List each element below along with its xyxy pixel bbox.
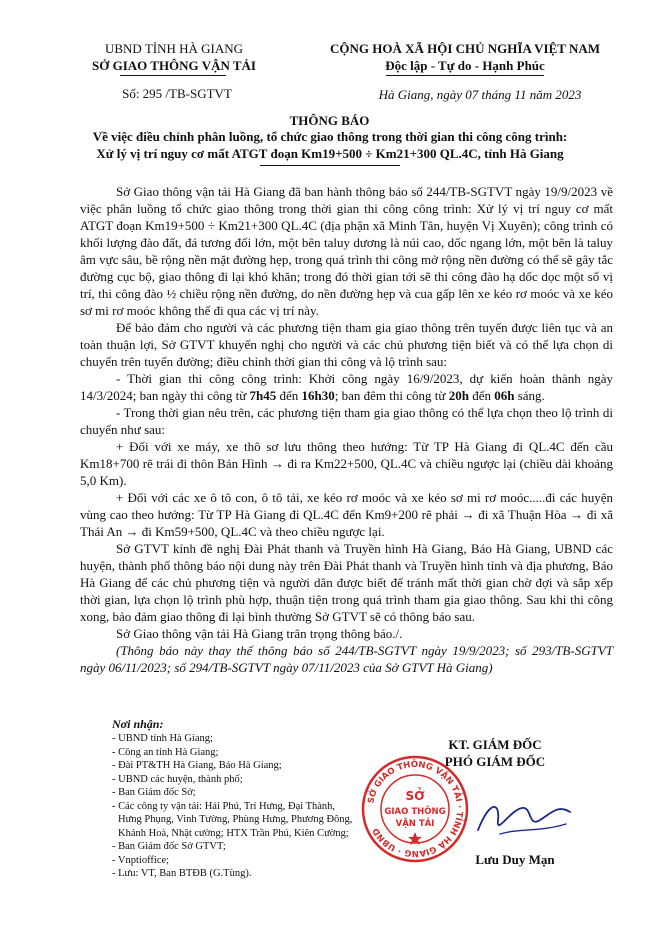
p3-time-4: 06h: [494, 388, 515, 403]
signer-name: Lưu Duy Mạn: [475, 852, 555, 867]
recipient-item: Hưng Phụng, Vinh Tường, Phùng Hưng, Phương Đông,: [118, 814, 353, 825]
recipients-label: Nơi nhận:: [112, 717, 164, 731]
motto-underline: [386, 75, 544, 76]
recipient-item: - Ban Giám đốc Sở;: [112, 787, 196, 798]
agency-name: SỞ GIAO THÔNG VẬN TẢI: [92, 58, 256, 73]
signature-stroke-2: [500, 824, 566, 834]
place-date: Hà Giang, ngày 07 tháng 11 năm 2023: [378, 87, 582, 102]
paragraph-9: (Thông báo này thay thế thông báo số 244/TB-SGTVT ngày 19/9/2023; số 293/TB-SGTVT ngày 06/11/2023; số 294/TB-SGTVT ngày 07/11/2023 của Sở GTVT Hà Giang): [80, 643, 613, 675]
recipients: [112, 717, 382, 881]
recipient-item: - Đài PT&TH Hà Giang, Báo Hà Giang;: [112, 760, 282, 771]
recipient-item: - Lưu: VT, Ban BTĐB (G.Tùng).: [112, 868, 252, 879]
recipient-item: - Vnptioffice;: [112, 854, 170, 866]
stamp-center-3: VẬN TẢI: [395, 819, 435, 829]
recipient-item: - Các công ty vận tải: Hải Phú, Trí Hưng, Đại Thành,: [112, 800, 336, 812]
p3-text-e: sáng.: [514, 388, 545, 403]
handwritten-signature: [470, 790, 580, 850]
p3-text-b: đến: [276, 388, 302, 403]
agency-parent: UBND TỈNH HÀ GIANG: [104, 41, 244, 56]
national-motto: Độc lập - Tự do - Hạnh Phúc: [385, 58, 545, 73]
paragraph-8: Sở Giao thông vận tải Hà Giang trân trọng thông báo./.: [116, 626, 403, 641]
signature-title-1: KT. GIÁM ĐỐC: [448, 737, 542, 752]
doc-title: THÔNG BÁO: [289, 113, 370, 128]
stamp-center-1: SỞ: [405, 789, 425, 803]
paragraph-5: + Đối với xe máy, xe thô sơ lưu thông theo hướng: Từ TP Hà Giang đi QL.4C đến cầu Km18+700 rẽ trái đi thôn Bản Hình → đi ra Km22+500, QL.4C và chiều ngược lại (chiều dài khoảng 5,0 Km).: [80, 439, 613, 488]
paragraph-2: Để bảo đảm cho người và các phương tiện tham gia giao thông trên tuyến được liên tục và an toàn thuận lợi, Sở GTVT khuyến nghị cho người và các chủ phương tiện biết và có thể lựa chọn di chuyển trên tuyến đường; điều chỉnh thời gian thi công và lộ trình sau:: [80, 320, 613, 369]
doc-subtitle-2: Xử lý vị trí nguy cơ mất ATGT đoạn Km19+500 ÷ Km21+300 QL.4C, tỉnh Hà Giang: [96, 146, 564, 161]
recipient-item: - Công an tỉnh Hà Giang;: [112, 746, 219, 758]
paragraph-1: Sở Giao thông vận tải Hà Giang đã ban hành thông báo số 244/TB-SGTVT ngày 19/9/2023 về việc phân luồng tổ chức giao thông trong thời gian thi công công trình: Xử lý vị trí nguy cơ mất ATGT đoạn Km19+500 ÷ Km21+300 QL.4C (địa phận xã Minh Tân, huyện Vị Xuyên); công trình có khối lượng đào đất, đá tương đối lớn, một bên taluy dương là núi cao, dốc ngang lớn, một bên là taluy âm vực sâu, bề rộng nền mặt đường hẹp, trong quá trình thi công mở rộng nền đường có thể sẽ gây tắc đường cục bộ, giao thông đi lại khó khăn; trong đó thời gian tới sẽ thi công đào hạ dốc dọc một số vị trí, thi công đào ½ chiều rộng nền đường, do nền đường hẹp và cua gấp lên xe kéo rơ moóc và xe kéo sơ mi rơ moóc không thể đi qua các vị trí này.: [80, 184, 613, 318]
recipient-item: - UBND tỉnh Hà Giang;: [112, 733, 213, 744]
recipient-item: - UBND các huyện, thành phố;: [112, 773, 243, 785]
p3-text-d: đến: [468, 388, 495, 403]
official-stamp: [360, 754, 470, 864]
paragraph-3: [80, 370, 613, 404]
signature-title-2: PHÓ GIÁM ĐỐC: [444, 754, 546, 769]
p3-time-3: 20h: [448, 388, 469, 403]
national-title: CỘNG HOÀ XÃ HỘI CHỦ NGHĨA VIỆT NAM: [329, 41, 601, 56]
agency-underline: [120, 75, 226, 76]
doc-number: Số: 295 /TB-SGTVT: [122, 86, 232, 101]
paragraph-4: - Trong thời gian nêu trên, các phương tiện tham gia giao thông có thể lựa chọn theo lộ trình di chuyển như sau:: [80, 405, 613, 437]
stamp-center-2: GIAO THÔNG: [384, 807, 446, 817]
p3-text-a: - Thời gian thi công công trình: Khởi công ngày 16/9/2023, dự kiến hoàn thành ngày 14/3/2024; ban ngày thi công từ: [80, 371, 613, 403]
recipient-item: - Ban Giám đốc Sở GTVT;: [112, 841, 226, 852]
p3-text-c: ; ban đêm thi công từ: [334, 388, 449, 403]
paragraph-6: + Đối với các xe ô tô con, ô tô tải, xe kéo rơ moóc và xe kéo sơ mi rơ moóc.....đi các huyện vùng cao theo hướng: Từ TP Hà Giang đi QL.4C đến Km9+200 rẽ phải → đi xã Thuận Hòa → đi xã Thái An → đi Km59+500, QL.4C và theo chiều ngược lại.: [80, 490, 613, 539]
p3-time-1: 7h45: [249, 388, 277, 403]
doc-subtitle-1: Về việc điều chỉnh phân luồng, tổ chức giao thông trong thời gian thi công công trình:: [92, 129, 568, 144]
title-underline: [260, 165, 400, 166]
recipient-item: Khánh Hoà, Nhật cường; HTX Trần Phú, Kiên Cường;: [118, 827, 349, 839]
paragraph-7: Sở GTVT kính đề nghị Đài Phát thanh và Truyền hình Hà Giang, Báo Hà Giang, UBND các huyện, thành phố thông báo nội dung này trên Đài Phát thanh và Truyền hình tỉnh và địa phương, Báo Hà Giang để các chủ phương tiện và người dân được biết để tránh mất thời gian chờ đợi và sắp xếp thời gian, lựa chọn lộ trình phù hợp, thuận tiện trong quá trình tham gia giao thông. Sau khi thi công xong, bảo đảm giao thông đi lại bình thường Sở GTVT sẽ có thông báo sau.: [80, 541, 613, 624]
body: [80, 183, 613, 676]
stamp-outer-text: SỞ GIAO THÔNG VẬN TẢI · TỈNH HÀ GIANG · UBND: [366, 759, 465, 859]
p3-time-2: 16h30: [301, 388, 335, 403]
